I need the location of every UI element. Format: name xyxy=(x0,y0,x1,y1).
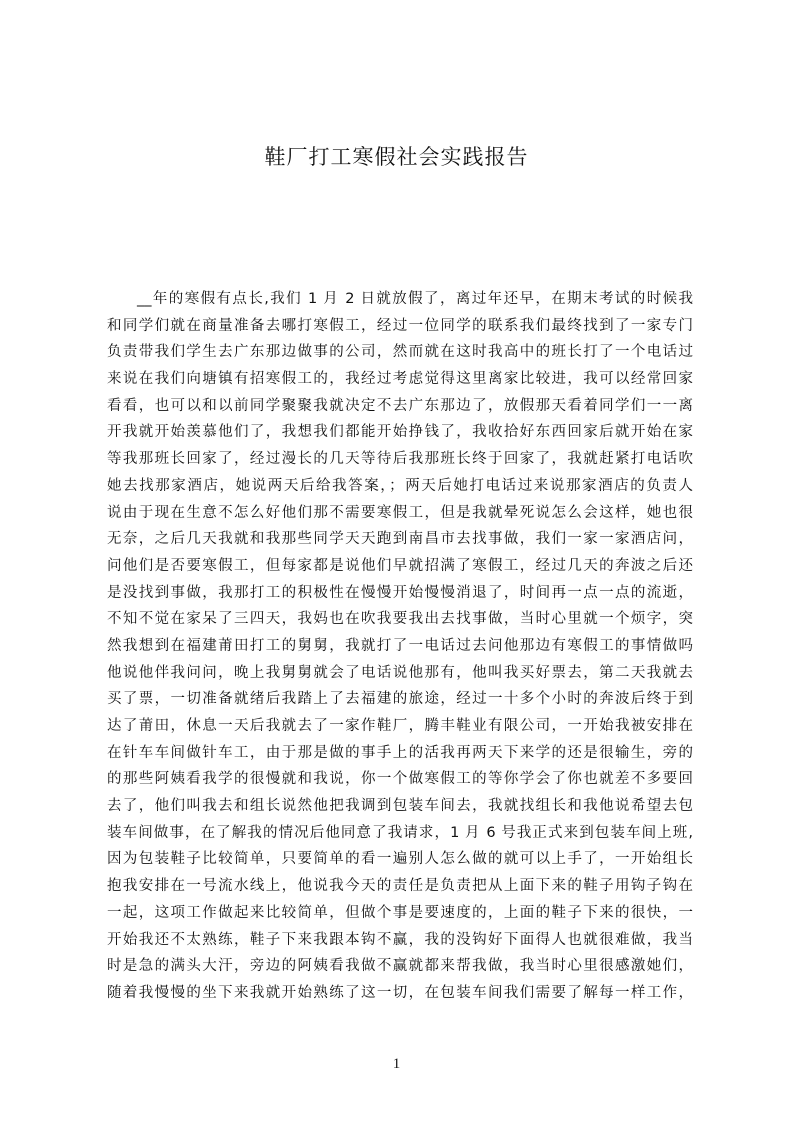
paragraph-line: 无奈，之后几天我就和我那些同学天天跑到南昌市去找事做，我们一家一家酒店问， xyxy=(107,531,693,548)
paragraph-line: 和同学们就在商量准备去哪打寒假工，经过一位同学的联系我们最终找到了一家专门 xyxy=(107,317,693,334)
paragraph-line: 随着我慢慢的坐下来我就开始熟练了这一切，在包装车间我们需要了解每一样工作， xyxy=(107,984,693,1001)
paragraph-line: 看看，也可以和以前同学聚聚我就决定不去广东那边了，放假那天看着同学们一一离 xyxy=(107,397,693,414)
paragraph-line: 的那些阿姨看我学的很慢就和我说，你一个做寒假工的等你学会了你也就差不多要回 xyxy=(107,771,693,788)
paragraph-line: 是没找到事做，我那打工的积极性在慢慢开始慢慢消退了，时间再一点一点的流逝， xyxy=(107,584,693,601)
paragraph-line: 因为包装鞋子比较简单，只要简单的看一遍别人怎么做的就可以上手了，一开始组长 xyxy=(107,851,693,868)
paragraph-line: 在针车车间做针车工，由于那是做的事手上的活我再两天下来学的还是很输生，旁的 xyxy=(107,744,693,761)
paragraph-line: 去了，他们叫我去和组长说然他把我调到包装车间去，我就找组长和我他说希望去包 xyxy=(107,798,693,815)
paragraph-line: 买了票，一切准备就绪后我踏上了去福建的旅途，经过一十多个小时的奔波后终于到 xyxy=(107,691,693,708)
paragraph-line: __年的寒假有点长,我们 1 月 2 日就放假了，离过年还早，在期末考试的时候我 xyxy=(137,291,693,307)
paragraph-line: 一起，这项工作做起来比较简单，但做个事是要速度的，上面的鞋子下来的很快，一 xyxy=(107,904,693,921)
paragraph-line: 抱我安排在一号流水线上，他说我今天的责任是负责把从上面下来的鞋子用钩子钩在 xyxy=(107,878,693,895)
paragraph-line: 等我那班长回家了，经过漫长的几天等待后我那班长终于回家了，我就赶紧打电话吹 xyxy=(107,451,693,468)
paragraph-line: 开我就开始羡慕他们了，我想我们都能开始挣钱了，我收拾好东西回家后就开始在家 xyxy=(107,424,693,441)
paragraph-line: 开始我还不太熟练，鞋子下来我跟本钩不赢，我的没钩好下面得人也就很难做，我当 xyxy=(107,931,693,948)
paragraph-line: 她去找那家酒店，她说两天后给我答案，；两天后她打电话过来说那家酒店的负责人 xyxy=(107,477,693,494)
paragraph-line: 然我想到在福建莆田打工的舅舅，我就打了一电话过去问他那边有寒假工的事情做吗 xyxy=(107,637,693,654)
document-title: 鞋厂打工寒假社会实践报告 xyxy=(264,145,529,169)
page-number: 1 xyxy=(392,1056,401,1072)
paragraph-line: 负责带我们学生去广东那边做事的公司，然而就在这时我高中的班长打了一个电话过 xyxy=(107,344,693,361)
paragraph-line: 时是急的满头大汗，旁边的阿姨看我做不赢就都来帮我做，我当时心里很感激她们， xyxy=(107,958,693,975)
paragraph-line: 他说他伴我问问，晚上我舅舅就会了电话说他那有，他叫我买好票去，第二天我就去 xyxy=(107,664,693,681)
paragraph-line: 问他们是否要寒假工，但每家都是说他们早就招满了寒假工，经过几天的奔波之后还 xyxy=(107,557,693,574)
body-paragraph xyxy=(107,286,693,1007)
paragraph-line: 说由于现在生意不怎么好他们那不需要寒假工，但是我就晕死说怎么会这样，她也很 xyxy=(107,504,693,521)
paragraph-line: 来说在我们向塘镇有招寒假工的，我经过考虑觉得这里离家比较进，我可以经常回家 xyxy=(107,371,693,388)
paragraph-line: 装车间做事，在了解我的情况后他同意了我请求，1 月 6 号我正式来到包装车间上班, xyxy=(107,824,693,841)
paragraph-line: 不知不觉在家呆了三四天，我妈也在吹我要我出去找事做，当时心里就一个烦字，突 xyxy=(107,611,693,628)
paragraph-line: 达了莆田，休息一天后我就去了一家作鞋厂，腾丰鞋业有限公司，一开始我被安排在 xyxy=(107,718,693,734)
